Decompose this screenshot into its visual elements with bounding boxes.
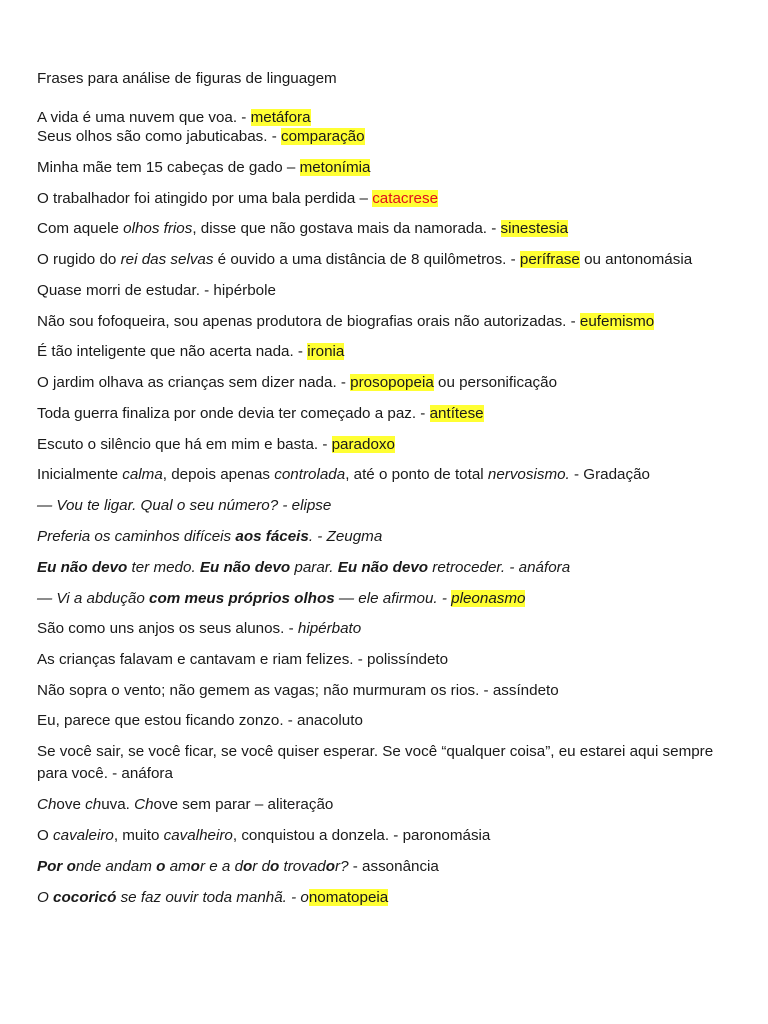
- sentence-line: Com aquele olhos frios, disse que não gostava mais da namorada. - sinestesia: [37, 220, 569, 237]
- sentence-line: Toda guerra finaliza por onde devia ter começado a paz. - antítese: [37, 405, 484, 422]
- highlight-answer: perífrase: [519, 251, 580, 268]
- sentence-line: — Vi a abdução com meus próprios olhos — ele afirmou. - pleonasmo: [37, 590, 526, 607]
- sentence-line: Quase morri de estudar. - hipérbole: [37, 282, 276, 299]
- sentence-line: Se você sair, se você ficar, se você quiser esperar. Se você “qualquer coisa”, eu estarei aqui sempre para você. - anáfora: [37, 743, 714, 782]
- highlight-answer: pleonasmo: [451, 590, 526, 607]
- sentence-line: É tão inteligente que não acerta nada. - ironia: [37, 343, 345, 360]
- sentence-line: Inicialmente calma, depois apenas controlada, até o ponto de total nervosismo. - Gradação: [37, 466, 650, 483]
- sentence-line: Escuto o silêncio que há em mim e basta. - paradoxo: [37, 436, 395, 453]
- sentence-line: Não sou fofoqueira, sou apenas produtora de biografias orais não autorizadas. - eufemismo: [37, 313, 655, 330]
- highlight-answer: ironia: [307, 343, 345, 360]
- sentence-line: Seus olhos são como jabuticabas. - comparação: [37, 128, 365, 145]
- highlight-answer: catacrese: [372, 190, 439, 207]
- highlight-answer: sinestesia: [500, 220, 569, 237]
- sentence-line: — Vou te ligar. Qual o seu número? - elipse: [37, 497, 332, 514]
- sentence-line: O trabalhador foi atingido por uma bala perdida – catacrese: [37, 190, 439, 207]
- sentence-line: São como uns anjos os seus alunos. - hipérbato: [37, 620, 362, 637]
- highlight-answer: metonímia: [299, 159, 371, 176]
- highlight-answer: metáfora: [250, 109, 311, 126]
- sentence-line: Não sopra o vento; não gemem as vagas; não murmuram os rios. - assíndeto: [37, 682, 559, 699]
- highlight-answer: eufemismo: [579, 313, 655, 330]
- sentence-line: O cocoricó se faz ouvir toda manhã. - onomatopeia: [37, 889, 389, 906]
- sentence-line: As crianças falavam e cantavam e riam felizes. - polissíndeto: [37, 651, 449, 668]
- sentence-line: O jardim olhava as crianças sem dizer nada. - prosopopeia ou personificação: [37, 374, 558, 391]
- sentence-line: Por onde andam o amor e a dor do trovador? - assonância: [37, 858, 439, 875]
- sentence-line: O cavaleiro, muito cavalheiro, conquistou a donzela. - paronomásia: [37, 827, 491, 844]
- highlight-answer: nomatopeia: [308, 889, 389, 906]
- sentence-line: A vida é uma nuvem que voa. - metáfora: [37, 109, 311, 126]
- highlight-answer: comparação: [280, 128, 365, 145]
- sentence-line: Eu, parece que estou ficando zonzo. - anacoluto: [37, 712, 363, 729]
- highlight-answer: paradoxo: [331, 436, 395, 453]
- sentence-line: Minha mãe tem 15 cabeças de gado – metonímia: [37, 159, 371, 176]
- page-title: Frases para análise de figuras de linguagem: [37, 70, 337, 87]
- sentence-line: Eu não devo ter medo. Eu não devo parar. Eu não devo retroceder. - anáfora: [37, 559, 571, 576]
- highlight-answer: antítese: [429, 405, 484, 422]
- sentence-line: Chove chuva. Chove sem parar – aliteração: [37, 796, 334, 813]
- sentence-line: O rugido do rei das selvas é ouvido a uma distância de 8 quilômetros. - perífrase ou antonomásia: [37, 251, 693, 268]
- highlight-answer: prosopopeia: [350, 374, 434, 391]
- sentence-line: Preferia os caminhos difíceis aos fáceis. - Zeugma: [37, 528, 383, 545]
